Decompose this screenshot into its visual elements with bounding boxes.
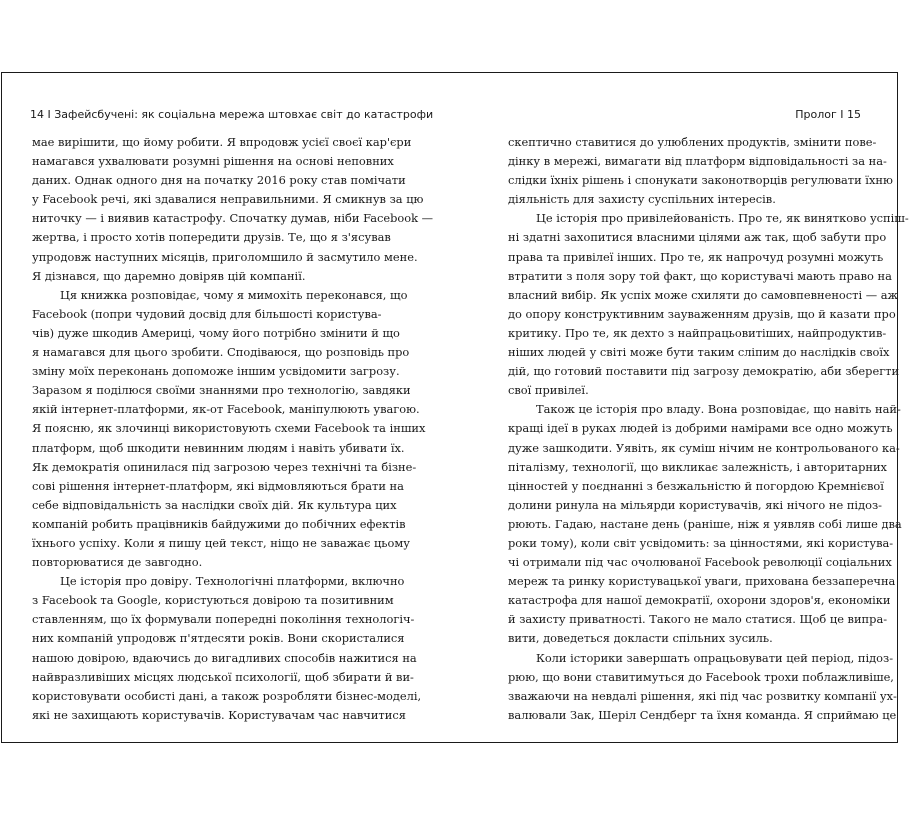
text-line: кращі ідеї в руках людей із добрими намірами все одно можуть — [508, 421, 893, 436]
text-line: втратити з поля зору той факт, що користувачі мають право на — [508, 268, 892, 283]
text-line: себе відповідальність за наслідки своїх дій. Як культура цих — [32, 497, 397, 512]
text-line: даних. Однак одного дня на початку 2016 року став помічати — [32, 173, 406, 188]
right-header-separator: I — [840, 108, 844, 121]
text-line: жертва, і просто хотів попередити друзів. Те, що я з'ясував — [32, 230, 391, 245]
text-line: які не захищають користувачів. Користувачам час навчитися — [32, 707, 406, 722]
text-line: мае вирішити, що йому робити. Я впродовж усієї своєї кар'єри — [32, 135, 412, 149]
text-line: нашою довірою, вдаючись до вигадливих способів нажитися на — [32, 650, 417, 665]
text-line: їхнього успіху. Коли я пишу цей текст, ніщо не заважає цьому — [32, 535, 410, 550]
text-line: мереж та ринку користувацької уваги, прихована беззаперечна — [508, 574, 896, 589]
text-line: роки тому), коли світ усвідомить: за цінностями, які користува- — [508, 535, 894, 550]
left-header-separator: I — [47, 108, 51, 121]
paragraph-first-line: Це історія про довіру. Технологічні платформи, включно — [60, 574, 405, 589]
text-line: у Facebook речі, які здавалися неправильними. Я смикнув за цю — [32, 192, 424, 207]
text-line: користовувати особисті дані, а також розробляти бізнес-моделі, — [32, 688, 422, 703]
text-line: ставленням, що їх формували попередні покоління технологіч- — [32, 612, 415, 627]
text-line: дінку в мережі, вимагати від платформ відповідальності за на- — [508, 154, 887, 169]
right-running-header — [795, 108, 861, 126]
text-line: дій, що готовий поставити під загрозу демократію, аби зберегти — [508, 364, 900, 379]
text-line: валювали Зак, Шеріл Сендберг та їхня команда. Я сприймаю це — [508, 707, 897, 722]
right-header-title: Пролог — [795, 108, 837, 121]
right-page-number: 15 — [847, 108, 861, 121]
text-line: рюю, що вони ставитимуться до Facebook трохи поблажливіше, — [508, 669, 894, 684]
text-line: чів) дуже шкодив Америці, чому його потрібно змінити й що — [32, 325, 400, 340]
text-line: ніших людей у світі може бути таким сліпим до наслідків своїх — [508, 345, 890, 360]
left-running-header — [30, 108, 433, 126]
text-line: Facebook (попри чудовий досвід для більшості користува- — [32, 306, 382, 321]
text-line: критику. Про те, як дехто з найпрацьовитіших, найпродуктив- — [508, 325, 887, 340]
text-line: платформ, щоб шкодити невинним людям і навіть убивати їх. — [32, 440, 405, 455]
text-line: цінностей у поєднанні з безжальністю й погордою Кремнієвої — [508, 478, 884, 493]
text-line: якій інтернет-платформи, як-от Facebook, маніпулюють увагою. — [32, 402, 420, 417]
text-line: права та привілеї інших. Про те, як напрочуд розумні можуть — [508, 249, 884, 264]
text-line: з Facebook та Google, користуються довірою та позитивним — [32, 593, 394, 608]
text-line: компаній робить працівників байдужими до побічних ефектів — [32, 516, 406, 531]
text-line: ні здатні захопитися власними цілями аж так, щоб забути про — [508, 230, 887, 245]
text-line: найвразливіших місцях людської психології, щоб збирати й ви- — [32, 669, 414, 684]
text-line: ниточку — і виявив катастрофу. Спочатку думав, ніби Facebook — — [32, 211, 434, 226]
text-line: до опору конструктивним зауваженням друзів, що й казати про — [508, 306, 896, 321]
text-line: зважаючи на невдалі рішення, які під час розвитку компанії ух- — [508, 688, 897, 703]
left-page-body — [32, 133, 434, 725]
paragraph-first-line: Ця книжка розповідає, чому я мимохіть переконався, що — [60, 287, 408, 302]
right-page-body — [508, 133, 909, 725]
text-line: Я поясню, як злочинці використовують схеми Facebook та інших — [32, 421, 426, 436]
left-page-number: 14 — [30, 108, 44, 121]
text-line: намагався ухвалювати розумні рішення на основі неповних — [32, 154, 394, 169]
text-line: сові рішення інтернет-платформ, які відмовляються брати на — [32, 478, 404, 493]
paragraph-first-line: Також це історія про владу. Вона розповідає, що навіть най- — [536, 402, 901, 417]
text-line: власний вибір. Як успіх може схиляти до самовпевненості — аж — [508, 287, 898, 302]
text-line: них компаній упродовж п'ятдесяти років. Вони скористалися — [32, 631, 405, 646]
text-line: дуже зашкодити. Уявіть, як суміш нічим не контрольованого ка- — [508, 440, 900, 455]
text-line: повторюватися де завгодно. — [32, 555, 203, 570]
text-line: Як демократія опинилася під загрозою через технічні та бізне- — [32, 459, 417, 474]
text-line: слідки їхніх рішень і спонукати законотворців регулювати їхню — [508, 173, 893, 188]
text-line: упродовж наступних місяців, приголомшило й засмутило мене. — [32, 249, 418, 264]
left-header-title: Зафейсбучені: як соціальна мережа штовхає світ до катастрофи — [54, 108, 434, 121]
paragraph-first-line: Коли історики завершать опрацьовувати цей період, підоз- — [536, 650, 894, 665]
text-line: рюють. Гадаю, настане день (раніше, ніж я уявляв собі лише два — [508, 516, 902, 531]
text-line: Я дізнався, що даремно довіряв цій компанії. — [32, 268, 306, 283]
text-line: зміну моїх переконань допоможе іншим усвідомити загрозу. — [32, 364, 400, 379]
text-line: я намагався для цього зробити. Сподіваюся, що розповідь про — [32, 345, 410, 360]
paragraph-first-line: Це історія про привілейованість. Про те, як винятково успіш- — [536, 211, 909, 226]
text-line: вити, доведеться докласти спільних зусиль. — [508, 631, 773, 646]
text-line: свої привілеї. — [508, 383, 589, 398]
text-line: діяльність для захисту суспільних інтересів. — [508, 192, 776, 207]
text-line: й захисту приватності. Такого не мало статися. Щоб це випра- — [508, 612, 888, 627]
text-line: катастрофа для нашої демократії, охорони здоров'я, економіки — [508, 593, 891, 608]
text-line: скептично ставитися до улюблених продуктів, змінити пове- — [508, 135, 877, 149]
text-line: долини ринула на мільярди користувачів, які нічого не підоз- — [508, 497, 883, 512]
text-line: Заразом я поділюся своїми знаннями про технологію, завдяки — [32, 383, 411, 398]
text-line: чі отримали під час очолюваної Facebook революції соціальних — [508, 555, 892, 570]
text-line: піталізму, технології, що викликає залежність, і авторитарних — [508, 459, 887, 474]
